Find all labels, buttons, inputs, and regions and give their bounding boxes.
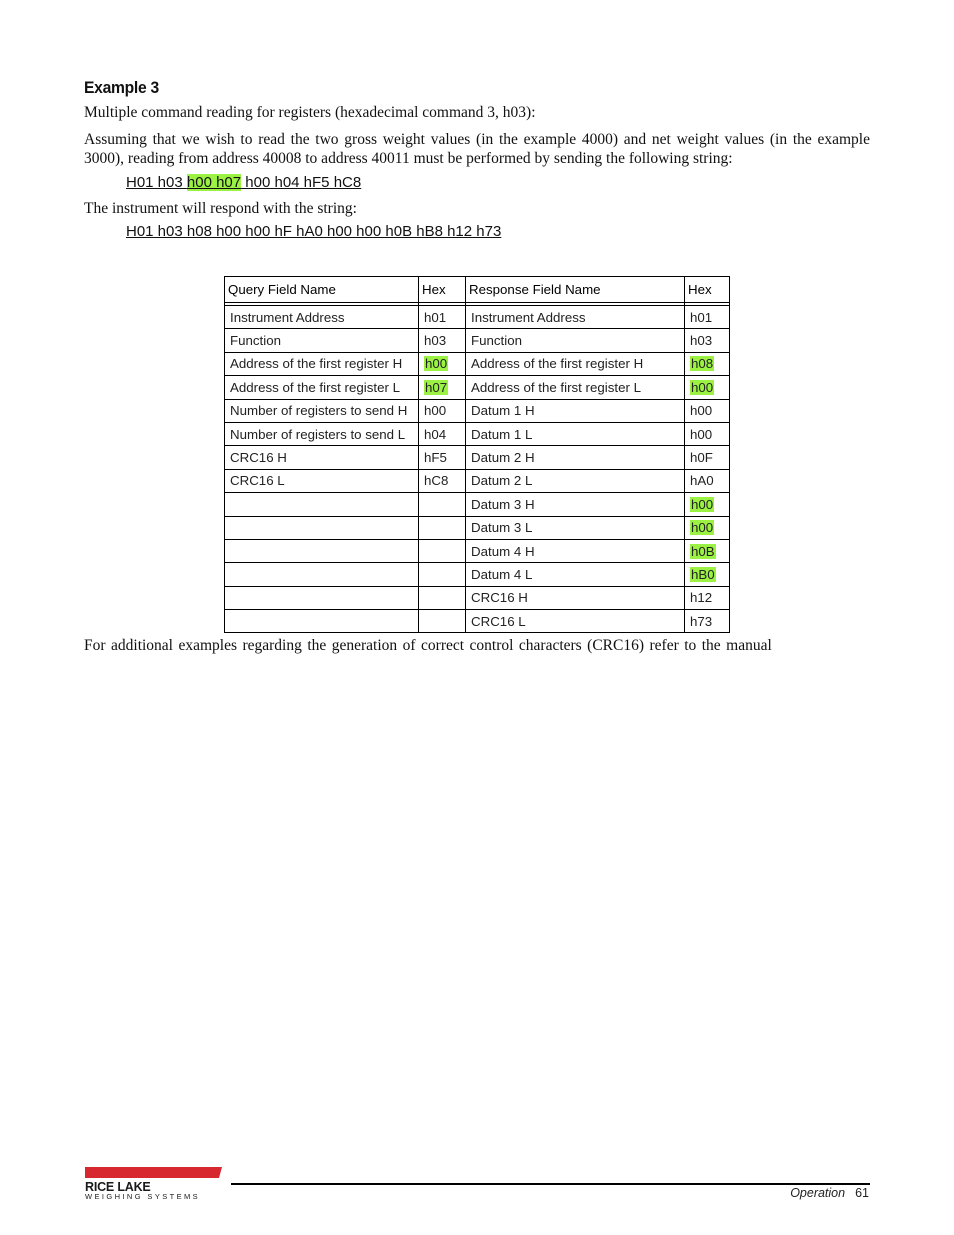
query-hex-cell xyxy=(419,376,466,399)
header-query-hex: Hex xyxy=(419,277,466,303)
query-hex-cell xyxy=(419,493,466,516)
response-field-cell-text: CRC16 L xyxy=(471,613,526,629)
section-heading: Example 3 xyxy=(84,78,159,97)
query-hex-cell xyxy=(419,586,466,609)
query-field-cell xyxy=(225,306,419,329)
query-field-cell xyxy=(225,376,419,399)
response-field-cell xyxy=(466,563,685,586)
response-field-cell-text: Datum 4 L xyxy=(471,566,533,582)
respond-paragraph: The instrument will respond with the string: xyxy=(84,200,357,217)
query-field-cell-text: Number of registers to send H xyxy=(230,403,408,419)
query-hex-cell xyxy=(419,516,466,539)
table-row xyxy=(225,399,730,422)
query-field-cell xyxy=(225,352,419,375)
response-field-cell xyxy=(466,376,685,399)
response-field-cell-text: Address of the first register H xyxy=(471,356,644,372)
response-field-cell xyxy=(466,469,685,492)
response-hex-cell-text: h00 xyxy=(691,520,714,536)
logo-brand-text: RICE LAKE xyxy=(85,1180,151,1194)
query-hex-cell xyxy=(419,399,466,422)
query-string xyxy=(126,174,361,191)
query-field-cell xyxy=(225,610,419,633)
page-footer xyxy=(790,1186,869,1200)
query-string-after: h00 h04 hF5 hC8 xyxy=(241,174,362,191)
query-hex-cell-text: h00 xyxy=(424,403,447,419)
response-field-cell-text: Datum 3 L xyxy=(471,520,533,536)
query-hex-cell xyxy=(419,422,466,445)
response-hex-cell xyxy=(685,469,730,492)
response-hex-cell xyxy=(685,329,730,352)
query-field-cell xyxy=(225,493,419,516)
response-hex-cell-text: h08 xyxy=(691,356,714,372)
response-hex-cell-text: h01 xyxy=(690,309,713,325)
table-header-row xyxy=(225,277,730,303)
response-field-cell xyxy=(466,446,685,469)
table-row xyxy=(225,610,730,633)
query-field-cell xyxy=(225,422,419,445)
response-hex-cell-text: h03 xyxy=(690,333,713,349)
footer-rule xyxy=(231,1183,870,1185)
query-hex-cell-text: h07 xyxy=(425,379,448,395)
response-field-cell-text: Instrument Address xyxy=(471,309,586,325)
response-field-cell-text: Datum 1 H xyxy=(471,403,535,419)
query-string-highlight: h00 h07 xyxy=(186,174,242,191)
response-field-cell-text: Datum 1 L xyxy=(471,426,533,442)
assumption-paragraph: Assuming that we wish to read the two gross weight values (in the example 4000) and net weight values (in the example 3000), reading from address 40008 to address 40011 must be performed by sending the following string: xyxy=(84,131,870,167)
query-field-cell xyxy=(225,329,419,352)
header-response-field: Response Field Name xyxy=(466,277,685,303)
query-hex-cell xyxy=(419,446,466,469)
page-number: 61 xyxy=(855,1186,869,1200)
query-field-cell xyxy=(225,563,419,586)
response-hex-cell xyxy=(685,610,730,633)
table-row xyxy=(225,586,730,609)
query-field-cell-text: Function xyxy=(230,333,281,349)
query-field-cell xyxy=(225,516,419,539)
table-row xyxy=(225,352,730,375)
response-hex-cell xyxy=(685,352,730,375)
response-hex-cell xyxy=(685,422,730,445)
response-field-cell xyxy=(466,610,685,633)
query-field-cell xyxy=(225,539,419,562)
query-hex-cell xyxy=(419,610,466,633)
response-field-cell-text: Datum 2 L xyxy=(471,473,533,489)
query-hex-cell-text: h03 xyxy=(424,333,447,349)
response-field-cell xyxy=(466,422,685,445)
query-hex-cell-text: h01 xyxy=(424,309,447,325)
logo-red-bar xyxy=(85,1167,222,1178)
query-field-cell-text: CRC16 L xyxy=(230,473,285,489)
query-field-cell xyxy=(225,469,419,492)
query-hex-cell xyxy=(419,469,466,492)
table-row xyxy=(225,516,730,539)
response-field-cell xyxy=(466,352,685,375)
response-field-cell xyxy=(466,399,685,422)
query-field-cell-text: Address of the first register L xyxy=(230,379,400,395)
header-query-field: Query Field Name xyxy=(225,277,419,303)
query-hex-cell xyxy=(419,306,466,329)
response-hex-cell xyxy=(685,446,730,469)
table-row xyxy=(225,493,730,516)
table-row xyxy=(225,329,730,352)
response-hex-cell-text: h12 xyxy=(690,590,713,606)
response-field-cell xyxy=(466,493,685,516)
response-field-cell-text: Datum 4 H xyxy=(471,543,535,559)
response-field-cell-text: CRC16 H xyxy=(471,590,528,606)
table-row xyxy=(225,539,730,562)
response-hex-cell xyxy=(685,586,730,609)
intro-paragraph: Multiple command reading for registers (hexadecimal command 3, h03): xyxy=(84,104,536,121)
response-field-cell-text: Datum 2 H xyxy=(471,450,535,466)
query-field-cell-text: Number of registers to send L xyxy=(230,426,406,442)
response-field-cell xyxy=(466,539,685,562)
query-string-before: H01 h03 xyxy=(126,174,187,191)
query-hex-cell xyxy=(419,563,466,586)
query-field-cell-text: CRC16 H xyxy=(230,450,287,466)
response-hex-cell xyxy=(685,516,730,539)
table-body xyxy=(225,306,730,633)
query-hex-cell xyxy=(419,539,466,562)
logo-brand-subtext: WEIGHING SYSTEMS xyxy=(85,1192,201,1201)
response-hex-cell xyxy=(685,493,730,516)
query-hex-cell xyxy=(419,352,466,375)
table-row xyxy=(225,376,730,399)
header-response-hex: Hex xyxy=(685,277,730,303)
response-hex-cell-text: h73 xyxy=(690,613,713,629)
footer-section: Operation xyxy=(790,1186,846,1200)
response-field-cell-text: Datum 3 H xyxy=(471,496,535,512)
table-row xyxy=(225,306,730,329)
response-field-cell xyxy=(466,586,685,609)
response-hex-cell-text: h0F xyxy=(690,450,713,466)
response-field-cell-text: Function xyxy=(471,333,522,349)
query-hex-cell-text: h04 xyxy=(424,426,447,442)
response-hex-cell xyxy=(685,539,730,562)
response-string: H01 h03 h08 h00 h00 hF hA0 h00 h00 h0B hB8 h12 h73 xyxy=(126,223,502,240)
table-row xyxy=(225,446,730,469)
response-hex-cell-text: h00 xyxy=(690,403,713,419)
table-row xyxy=(225,469,730,492)
response-hex-cell-text: h00 xyxy=(691,379,714,395)
response-hex-cell xyxy=(685,399,730,422)
closing-paragraph: For additional examples regarding the generation of correct control characters (CRC16) refer to the manual xyxy=(84,637,772,654)
table-row xyxy=(225,563,730,586)
response-hex-cell xyxy=(685,563,730,586)
response-hex-cell-text: h0B xyxy=(691,543,715,559)
response-field-cell xyxy=(466,306,685,329)
query-hex-cell xyxy=(419,329,466,352)
query-field-cell xyxy=(225,399,419,422)
query-field-cell xyxy=(225,446,419,469)
response-hex-cell xyxy=(685,376,730,399)
query-hex-cell-text: hF5 xyxy=(424,450,447,466)
response-hex-cell xyxy=(685,306,730,329)
query-hex-cell-text: hC8 xyxy=(424,473,449,489)
response-field-cell xyxy=(466,329,685,352)
query-hex-cell-text: h00 xyxy=(425,356,448,372)
response-hex-cell-text: h00 xyxy=(691,496,714,512)
query-field-cell-text: Instrument Address xyxy=(230,309,345,325)
table-row xyxy=(225,422,730,445)
query-field-cell xyxy=(225,586,419,609)
response-hex-cell-text: hA0 xyxy=(690,473,714,489)
register-table xyxy=(224,276,730,633)
response-field-cell xyxy=(466,516,685,539)
query-field-cell-text: Address of the first register H xyxy=(230,356,403,372)
response-field-cell-text: Address of the first register L xyxy=(471,379,641,395)
response-hex-cell-text: hB0 xyxy=(691,566,715,582)
response-hex-cell-text: h00 xyxy=(690,426,713,442)
